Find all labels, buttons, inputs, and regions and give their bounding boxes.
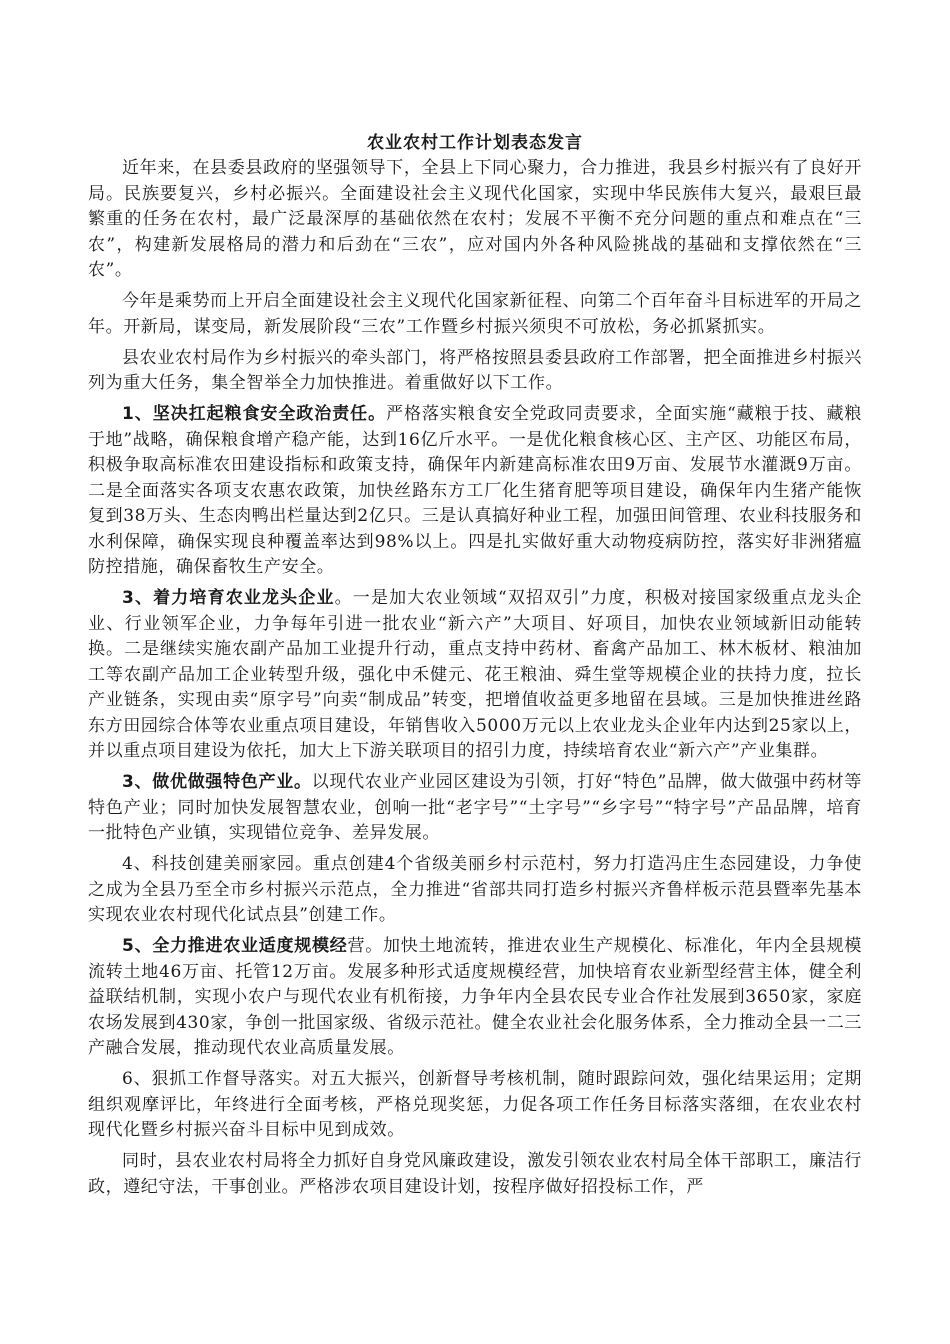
document-title: 农业农村工作计划表态发言: [367, 133, 583, 153]
paragraph-text: 县农业农村局作为乡村振兴的牵头部门，将严格按照县委县政府工作部署，把全面推进乡村振兴列为重大任务，集全智举全力加快推进。着重做好以下工作。: [88, 347, 862, 393]
paragraph-text: 4、科技创建美丽家园。重点创建4个省级美丽乡村示范村，努力打造冯庄生态园建设，力争使之成为全县乃至全市乡村振兴示范点，全力推进“省部共同打造乡村振兴齐鲁样板示范县暨率先基本实现农业农村现代化试点县”创建工作。: [88, 854, 862, 925]
section-heading: 5、全力推进农业适度规模经: [122, 936, 348, 956]
paragraph-text: 。一是加大农业领域“双招双引”力度，积极对接国家级重点龙头企业、行业领军企业，力争每年引进一批农业“新六产”大项目、好项目，加快农业领域新旧动能转换。二是继续实施农副产品加工业提升行动，重点支持中药材、畜禽产品加工、林木板材、粮油加工等农副产品加工企业转型升级，强化中禾健元、花王粮油、舜生堂等规模企业的扶持力度，拉长产业链条，实现由卖“原字号”向卖“制成品”转变，把增值收益更多地留在县域。三是加快推进丝路东方田园综合体等农业重点项目建设，年销售收入5000万元以上农业龙头企业年内达到25家以上，并以重点项目建设为依托，加大上下游关联项目的招引力度，持续培育农业“新六产”产业集群。: [88, 588, 862, 761]
paragraph-text: 同时，县农业农村局将全力抓好自身党风廉政建设，激发引领农业农村局全体干部职工，廉洁行政，遵纪守法，干事创业。严格涉农项目建设计划，按程序做好招投标工作，严: [88, 1151, 862, 1197]
paragraph: [88, 586, 862, 765]
paragraph: [88, 1149, 862, 1200]
paragraph: [88, 402, 862, 581]
paragraph-text: 今年是乘势而上开启全面建设社会主义现代化国家新征程、向第二个百年奋斗目标进军的开局之年。开新局，谋变局，新发展阶段“三农”工作暨乡村振兴须臾不可放松，务必抓紧抓实。: [88, 291, 862, 337]
paragraph: [88, 346, 862, 397]
paragraph: [88, 156, 862, 284]
paragraph-text: 以现代农业产业园区建设为引领，打好“特色”品牌，做大做强中药材等特色产业；同时加快发展智慧农业，创响一批“老字号”“土字号”“乡字号”“特字号”产品品牌，培育一批特色产业镇，实现错位竞争、差异发展。: [88, 772, 862, 843]
paragraph: [88, 770, 862, 847]
paragraph: [88, 934, 862, 1062]
paragraph-text: 近年来，在县委县政府的坚强领导下，全县上下同心聚力，合力推进，我县乡村振兴有了良好开局。民族要复兴，乡村必振兴。全面建设社会主义现代化国家，实现中华民族伟大复兴，最艰巨最繁重的任务在农村，最广泛最深厚的基础依然在农村；发展不平衡不充分问题的重点和难点在“三农”，构建新发展格局的潜力和后劲在“三农”，应对国内外各种风险挑战的基础和支撑依然在“三农”。: [88, 158, 862, 280]
paragraph-text: 6、狠抓工作督导落实。对五大振兴，创新督导考核机制，随时跟踪问效，强化结果运用；定期组织观摩评比，年终进行全面考核，严格兑现奖惩，力促各项工作任务目标落实落细，在农业农村现代化暨乡村振兴奋斗目标中见到成效。: [88, 1069, 862, 1140]
paragraph: [88, 852, 862, 929]
document-body: [88, 156, 862, 1200]
paragraph: [88, 1067, 862, 1144]
section-heading: 3、做优做强特色产业。: [122, 772, 312, 792]
paragraph-text: 营。加快土地流转，推进农业生产规模化、标准化，年内全县规模流转土地46万亩、托管12万亩。发展多种形式适度规模经营，加快培育农业新型经营主体，健全利益联结机制，实现小农户与现代农业有机衔接，力争年内全县农民专业合作社发展到3650家，家庭农场发展到430家，争创一批国家级、省级示范社。健全农业社会化服务体系，全力推动全县一二三产融合发展，推动现代农业高质量发展。: [88, 936, 862, 1058]
paragraph: [88, 289, 862, 340]
section-heading: 3、着力培育农业龙头企业: [122, 588, 335, 608]
document-page: [88, 130, 862, 1206]
section-heading: 1、坚决扛起粮食安全政治责任。: [122, 404, 387, 424]
paragraph-text: 严格落实粮食安全党政同责要求，全面实施“藏粮于技、藏粮于地”战略，确保粮食增产稳产能，达到16亿斤水平。一是优化粮食核心区、主产区、功能区布局，积极争取高标准农田建设指标和政策支持，确保年内新建高标准农田9万亩、发展节水灌溉9万亩。二是全面落实各项支农惠农政策，加快丝路东方工厂化生猪育肥等项目建设，确保年内生猪产能恢复到38万头、生态肉鸭出栏量达到2亿只。三是认真搞好种业工程，加强田间管理、农业科技服务和水利保障，确保实现良种覆盖率达到98%以上。四是扎实做好重大动物疫病防控，落实好非洲猪瘟防控措施，确保畜牧生产安全。: [88, 404, 863, 577]
